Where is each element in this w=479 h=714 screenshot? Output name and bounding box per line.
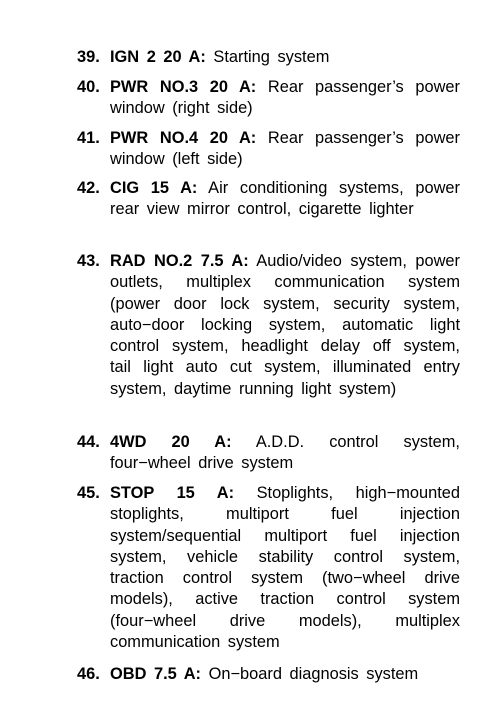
entry-number: 44. bbox=[77, 433, 100, 451]
fuse-heading: STOP 15 A: bbox=[110, 484, 235, 502]
fuse-description: On−board diagnosis system bbox=[208, 665, 419, 683]
fuse-description: Stoplights, high−mounted stoplights, multiport fuel injection system/sequential multiport fuel injection system, vehicle stability control system, traction control system (two−wheel drive models), active traction control system (four−wheel drive models), multiplex communication system bbox=[110, 484, 460, 652]
fuse-entry-40 bbox=[77, 77, 460, 120]
entry-number: 39. bbox=[77, 48, 100, 66]
fuse-description: Starting system bbox=[213, 48, 330, 66]
fuse-description: Audio/video system, power outlets, multiplex communication system (power door lock system, security system, auto−door locking system, automatic light control system, headlight delay off system, tail light auto cut system, illuminated entry system, daytime running light system) bbox=[110, 252, 460, 398]
fuse-entry-44 bbox=[77, 432, 460, 475]
fuse-entry-41 bbox=[77, 128, 460, 171]
entry-number: 45. bbox=[77, 484, 100, 502]
fuse-description: Rear passenger’s power window (right side) bbox=[110, 78, 461, 118]
fuse-heading: 4WD 20 A: bbox=[110, 433, 232, 451]
fuse-entry-46 bbox=[77, 664, 460, 685]
fuse-heading: CIG 15 A: bbox=[110, 179, 198, 197]
fuse-entry-39 bbox=[77, 47, 460, 68]
entry-number: 46. bbox=[77, 665, 100, 683]
entry-number: 43. bbox=[77, 252, 100, 270]
fuse-heading: PWR NO.4 20 A: bbox=[110, 129, 257, 147]
fuse-heading: OBD 7.5 A: bbox=[110, 665, 202, 683]
fuse-heading: IGN 2 20 A: bbox=[110, 48, 206, 66]
fuse-description: Air conditioning systems, power rear view mirror control, cigarette lighter bbox=[110, 179, 460, 219]
fuse-heading: RAD NO.2 7.5 A: bbox=[110, 252, 249, 270]
fuse-description: Rear passenger’s power window (left side) bbox=[110, 129, 461, 169]
fuse-entry-45 bbox=[77, 483, 460, 653]
entry-number: 40. bbox=[77, 78, 100, 96]
entry-number: 42. bbox=[77, 179, 100, 197]
fuse-entry-42 bbox=[77, 178, 460, 221]
entry-number: 41. bbox=[77, 129, 100, 147]
fuse-description: A.D.D. control system, four−wheel drive system bbox=[110, 433, 460, 473]
fuse-entry-43 bbox=[77, 251, 460, 400]
fuse-heading: PWR NO.3 20 A: bbox=[110, 78, 257, 96]
